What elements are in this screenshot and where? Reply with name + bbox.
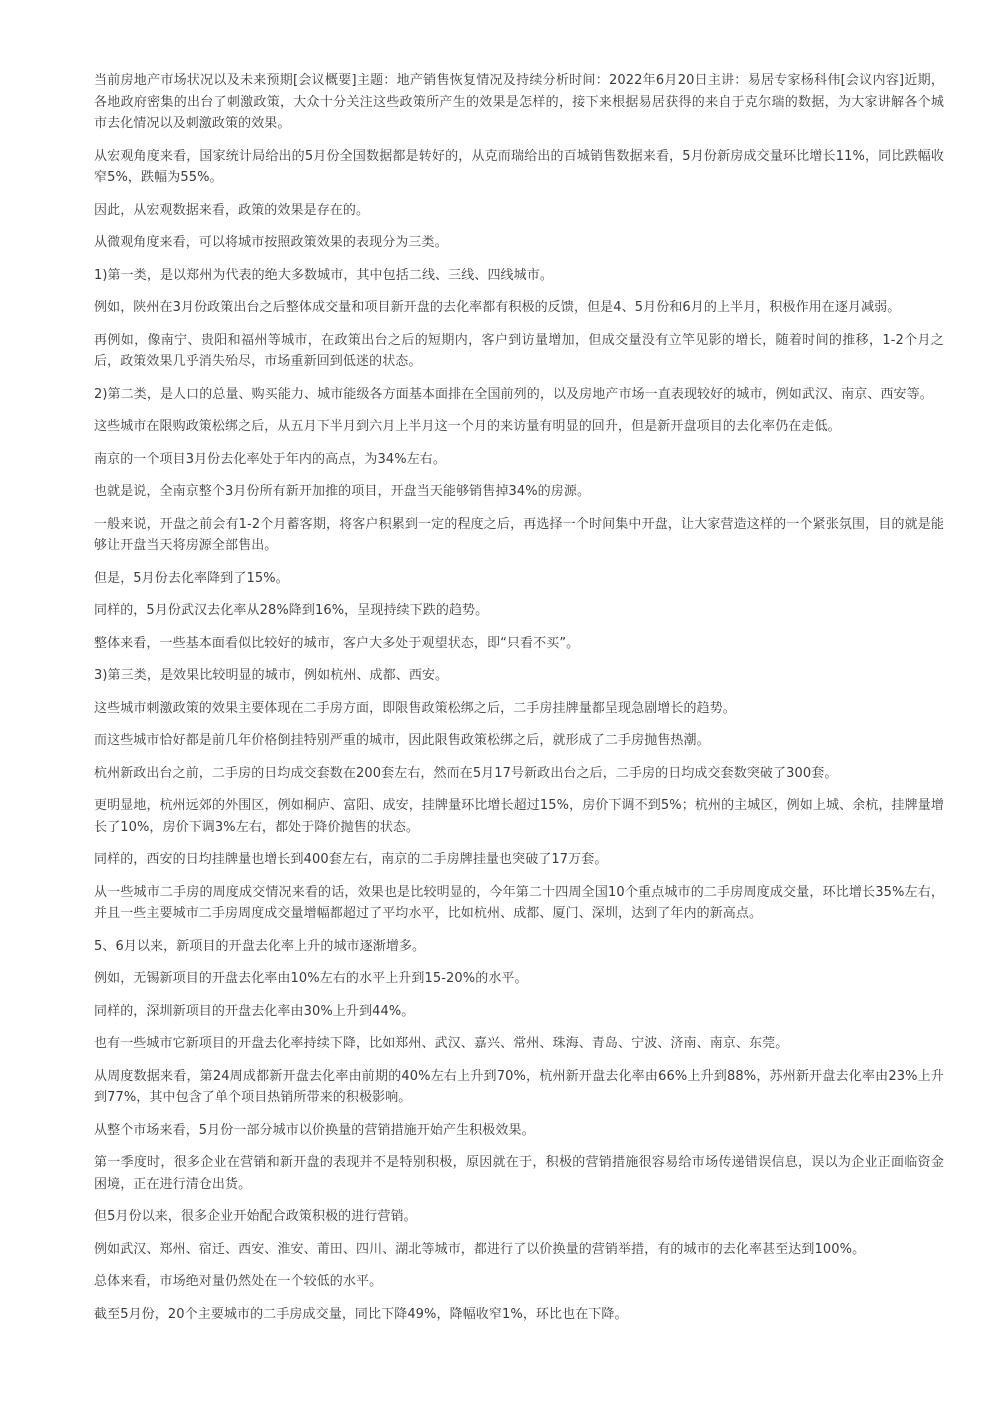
paragraph: 5、6月以来，新项目的开盘去化率上升的城市逐渐增多。 bbox=[94, 938, 426, 954]
paragraph: 也有一些城市它新项目的开盘去化率持续下降，比如郑州、武汉、嘉兴、常州、珠海、青岛、宁波、济南、南京、东莞。 bbox=[94, 1036, 789, 1051]
paragraph: 从一些城市二手房的周度成交情况来看的话，效果也是比较明显的，今年第二十四周全国10个重点城市的二手房周度成交量，环比增长35%左右，并且一些主要城市二手房周度成交量增幅都超过了平均水平，比如杭州、成都、厦门、深圳，达到了年内的新高点。 bbox=[94, 884, 944, 921]
paragraph: 第一季度时，很多企业在营销和新开盘的表现并不是特别积极，原因就在于，积极的营销措施很容易给市场传递错误信息，误以为企业正面临资金困境，正在进行清仓出货。 bbox=[94, 1155, 944, 1192]
paragraph: 同样的，西安的日均挂牌量也增长到400套左右，南京的二手房牌挂量也突破了17万套。 bbox=[94, 852, 608, 867]
paragraph-closing: 截至5月份，20个主要城市的二手房成交量，同比下降49%，降幅收窄1%，环比也在下降。 bbox=[94, 1306, 628, 1322]
paragraph-category-1: 1)第一类，是以郑州为代表的绝大多数城市，其中包括二线、三线、四线城市。 bbox=[94, 267, 553, 283]
paragraph: 而这些城市恰好都是前几年价格倒挂特别严重的城市，因此限售政策松绑之后，就形成了二手房抛售热潮。 bbox=[94, 733, 710, 748]
paragraph: 同样的，5月份武汉去化率从28%降到16%，呈现持续下跌的趋势。 bbox=[94, 603, 489, 618]
paragraph: 这些城市在限购政策松绑之后，从五月下半月到六月上半月这一个月的来访量有明显的回升，但是新开盘项目的去化率仍在走低。 bbox=[94, 419, 841, 434]
paragraph: 例如，无锡新项目的开盘去化率由10%左右的水平上升到15-20%的水平。 bbox=[94, 971, 528, 986]
paragraph: 南京的一个项目3月份去化率处于年内的高点，为34%左右。 bbox=[94, 451, 446, 467]
paragraph: 一般来说，开盘之前会有1-2个月蓄客期，将客户积累到一定的程度之后，再选择一个时间集中开盘，让大家营造这样的一个紧张氛围，目的就是能够让开盘当天将房源全部售出。 bbox=[94, 516, 944, 553]
paragraph: 杭州新政出台之前，二手房的日均成交套数在200套左右，然而在5月17号新政出台之后，二手房的日均成交套数突破了300套。 bbox=[94, 765, 838, 781]
paragraph-category-3: 3)第三类，是效果比较明显的城市，例如杭州、成都、西安。 bbox=[94, 668, 449, 683]
paragraph: 从周度数据来看，第24周成都新开盘去化率由前期的40%左右上升到70%，杭州新开盘去化率由66%上升到88%，苏州新开盘去化率由23%上升到77%，其中包含了单个项目热销所带来的积极影响。 bbox=[94, 1068, 944, 1105]
paragraph: 因此，从宏观数据来看，政策的效果是存在的。 bbox=[94, 202, 370, 218]
paragraph: 总体来看，市场绝对量仍然处在一个较低的水平。 bbox=[94, 1274, 383, 1289]
paragraph: 例如武汉、郑州、宿迁、西安、淮安、莆田、四川、湖北等城市，都进行了以价换量的营销举措，有的城市的去化率甚至达到100%。 bbox=[94, 1241, 866, 1257]
paragraph: 例如，陕州在3月份政策出台之后整体成交量和项目新开盘的去化率都有积极的反馈，但是4、5月份和6月的上半月，积极作用在逐月减弱。 bbox=[94, 300, 901, 315]
paragraph: 更明显地，杭州远郊的外围区，例如桐庐、富阳、成安，挂牌量环比增长超过15%，房价下调不到5%；杭州的主城区，例如上城、余杭，挂牌量增长了10%，房价下调3%左右，都处于降价抛售的状态。 bbox=[94, 798, 944, 835]
paragraph: 整体来看，一些基本面看似比较好的城市，客户大多处于观望状态，即“只看不买”。 bbox=[94, 635, 580, 651]
paragraph: 也就是说，全南京整个3月份所有新开加推的项目，开盘当天能够销售掉34%的房源。 bbox=[94, 484, 591, 499]
paragraph: 但是，5月份去化率降到了15%。 bbox=[94, 570, 289, 586]
paragraph: 这些城市刺激政策的效果主要体现在二手房方面，即限售政策松绑之后，二手房挂牌量都呈现急剧增长的趋势。 bbox=[94, 700, 736, 716]
paragraph-category-2: 2)第二类，是人口的总量、购买能力、城市能级各方面基本面排在全国前列的，以及房地产市场一直表现较好的城市，例如武汉、南京、西安等。 bbox=[94, 386, 933, 402]
paragraph: 再例如，像南宁、贵阳和福州等城市，在政策出台之后的短期内，客户到访量增加，但成交量没有立竿见影的增长，随着时间的推移，1-2个月之后，政策效果几乎消失殆尽，市场重新回到低迷的状态。 bbox=[94, 332, 944, 369]
paragraph: 从整个市场来看，5月份一部分城市以价换量的营销措施开始产生积极效果。 bbox=[94, 1122, 535, 1138]
paragraph-macro-view: 从宏观角度来看，国家统计局给出的5月份全国数据都是转好的，从克而瑞给出的百城销售数据来看，5月份新房成交量环比增长11%，同比跌幅收窄5%，跌幅为55%。 bbox=[94, 148, 944, 185]
paragraph: 从微观角度来看，可以将城市按照政策效果的表现分为三类。 bbox=[94, 235, 448, 250]
paragraph: 但5月份以来，很多企业开始配合政策积极的进行营销。 bbox=[94, 1209, 417, 1224]
paragraph: 同样的，深圳新项目的开盘去化率由30%上升到44%。 bbox=[94, 1003, 415, 1019]
document-body bbox=[94, 70, 944, 1336]
paragraph-title-intro: 当前房地产市场状况以及未来预期[会议概要]主题：地产销售恢复情况及持续分析时间：2022年6月20日主讲：易居专家杨科伟[会议内容]近期，各地政府密集的出台了刺激政策，大众十分关注这些政策所产生的效果是怎样的，接下来根据易居获得的来自于克尔瑞的数据，为大家讲解各个城市去化情况以及刺激政策的效果。 bbox=[94, 73, 944, 131]
